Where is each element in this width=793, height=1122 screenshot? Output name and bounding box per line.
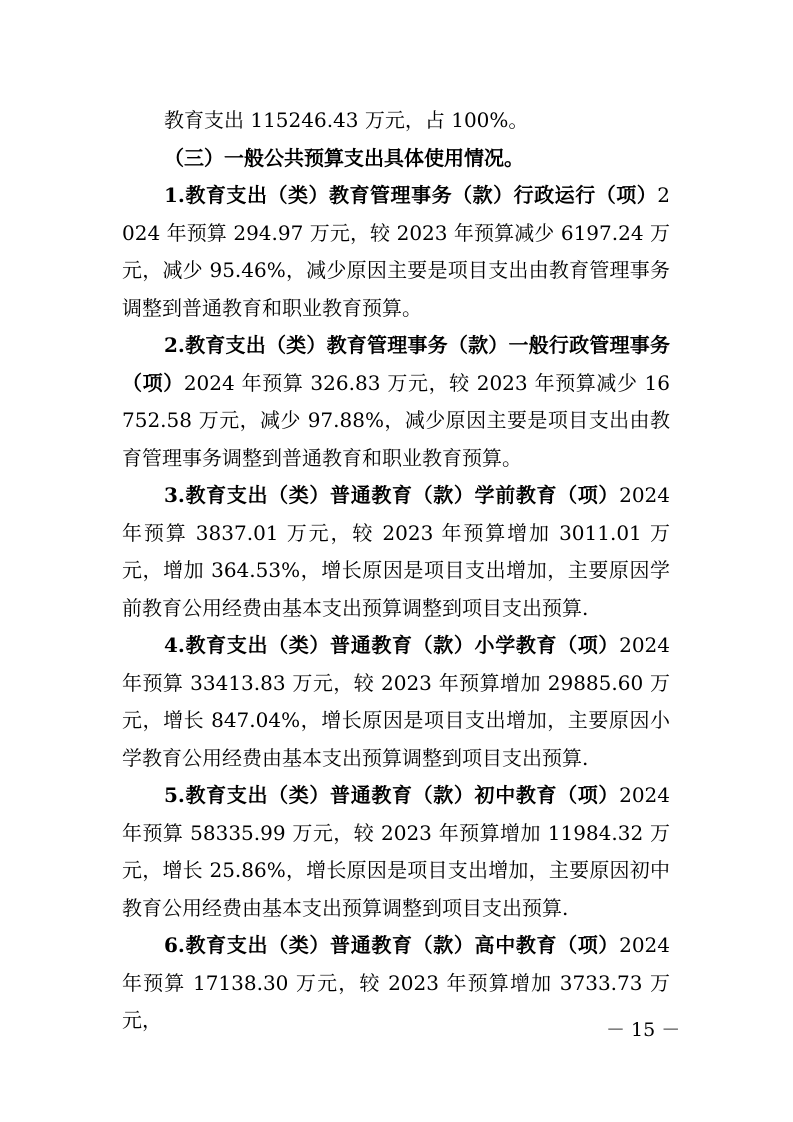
item-body: 2024 年预算 294.97 万元，较 2023 年预算减少 6197.24 万元，减少 95.46%，减少原因主要是项目支出由教育管理事务调整到普通教育和职业教育预算。: [122, 183, 670, 320]
page-number: － 15 －: [606, 1019, 681, 1041]
item-body: 2024 年预算 17138.30 万元，较 2023 年预算增加 3733.73 万元，: [122, 933, 670, 1032]
item-title: 6.教育支出（类）普通教育（款）高中教育（项）: [164, 933, 620, 957]
item-title: 2.教育支出（类）教育管理事务（款）一般行政管理事务（项）: [122, 333, 670, 395]
paragraph-education-total: [122, 102, 670, 140]
paragraph-text: 教育支出 115246.43 万元，占 100%。: [164, 108, 529, 132]
item-body: 2024 年预算 3837.01 万元，较 2023 年预算增加 3011.01 万元，增加 364.53%，增长原因是项目支出增加，主要原因学前教育公用经费由基本支出预算调整到项目支出预算.: [122, 483, 670, 620]
section-heading-text: （三）一般公共预算支出具体使用情况。: [164, 145, 524, 170]
item-body: 2024 年预算 33413.83 万元，较 2023 年预算增加 29885.60 万元，增长 847.04%，增长原因是项目支出增加，主要原因小学教育公用经费由基本支出预算调整到项目支出预算.: [122, 633, 670, 770]
paragraph-item-6: [122, 927, 670, 1040]
item-body: 2024 年预算 58335.99 万元，较 2023 年预算增加 11984.32 万元，增长 25.86%，增长原因是项目支出增加，主要原因初中教育公用经费由基本支出预算调整到项目支出预算.: [122, 783, 670, 920]
paragraph-item-2: [122, 327, 670, 477]
item-title: 3.教育支出（类）普通教育（款）学前教育（项）: [164, 483, 620, 507]
item-body: 2024 年预算 326.83 万元，较 2023 年预算减少 16752.58 万元，减少 97.88%，减少原因主要是项目支出由教育管理事务调整到普通教育和职业教育预算。: [122, 370, 671, 470]
paragraph-item-1: [122, 177, 670, 327]
page-content: [122, 102, 670, 1040]
paragraph-item-3: [122, 477, 670, 627]
section-heading: [122, 140, 670, 178]
item-title: 1.教育支出（类）教育管理事务（款）行政运行（项）: [164, 183, 658, 207]
paragraph-item-4: [122, 627, 670, 777]
paragraph-item-5: [122, 777, 670, 927]
item-title: 5.教育支出（类）普通教育（款）初中教育（项）: [164, 783, 620, 807]
item-title: 4.教育支出（类）普通教育（款）小学教育（项）: [164, 633, 620, 657]
